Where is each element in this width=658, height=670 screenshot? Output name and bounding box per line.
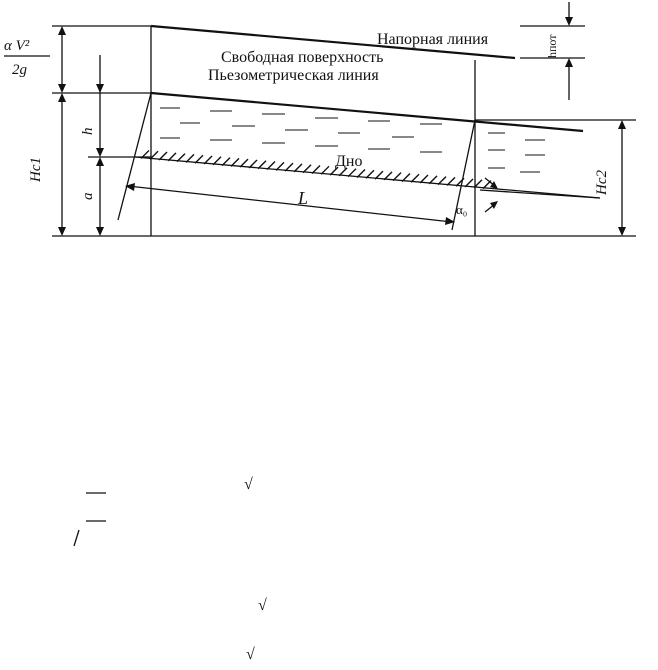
- dim-h-loss: [565, 2, 573, 100]
- dim-Hc1: [58, 93, 66, 236]
- dim-Hc2: [618, 120, 626, 236]
- a-label: a: [80, 192, 96, 200]
- L-label: L: [298, 188, 309, 208]
- dim-velocity-head: [58, 26, 66, 93]
- bottom-label: Дно: [335, 153, 363, 170]
- pressure-line-label: Напорная линия: [377, 31, 489, 48]
- velocity-head-denominator: 2g: [12, 62, 27, 78]
- Hc2-label: Hc2: [594, 170, 610, 195]
- piezometric-line-label: Пьезометрическая линия: [208, 67, 379, 84]
- alpha-arrows: [485, 178, 498, 212]
- dim-a: [96, 157, 104, 236]
- h-loss-label: hпот: [545, 34, 559, 58]
- sqrt-symbol-1: √: [244, 476, 253, 493]
- free-surface-line: [151, 93, 583, 131]
- sqrt-symbol-3: √: [246, 646, 255, 663]
- velocity-head-numerator: α V²: [4, 38, 30, 54]
- alpha-wedge-line: [480, 190, 600, 198]
- sqrt-symbol-2: √: [258, 597, 267, 614]
- radical-stroke: [74, 530, 79, 546]
- alpha0-label: α₀: [456, 202, 468, 217]
- free-surface-label: Свободная поверхность: [221, 49, 384, 66]
- bottom-hatching: [141, 150, 491, 188]
- dim-L: [125, 183, 455, 225]
- h-label: h: [80, 127, 96, 135]
- Hc1-label: Hc1: [28, 157, 44, 182]
- dim-h: [96, 55, 104, 157]
